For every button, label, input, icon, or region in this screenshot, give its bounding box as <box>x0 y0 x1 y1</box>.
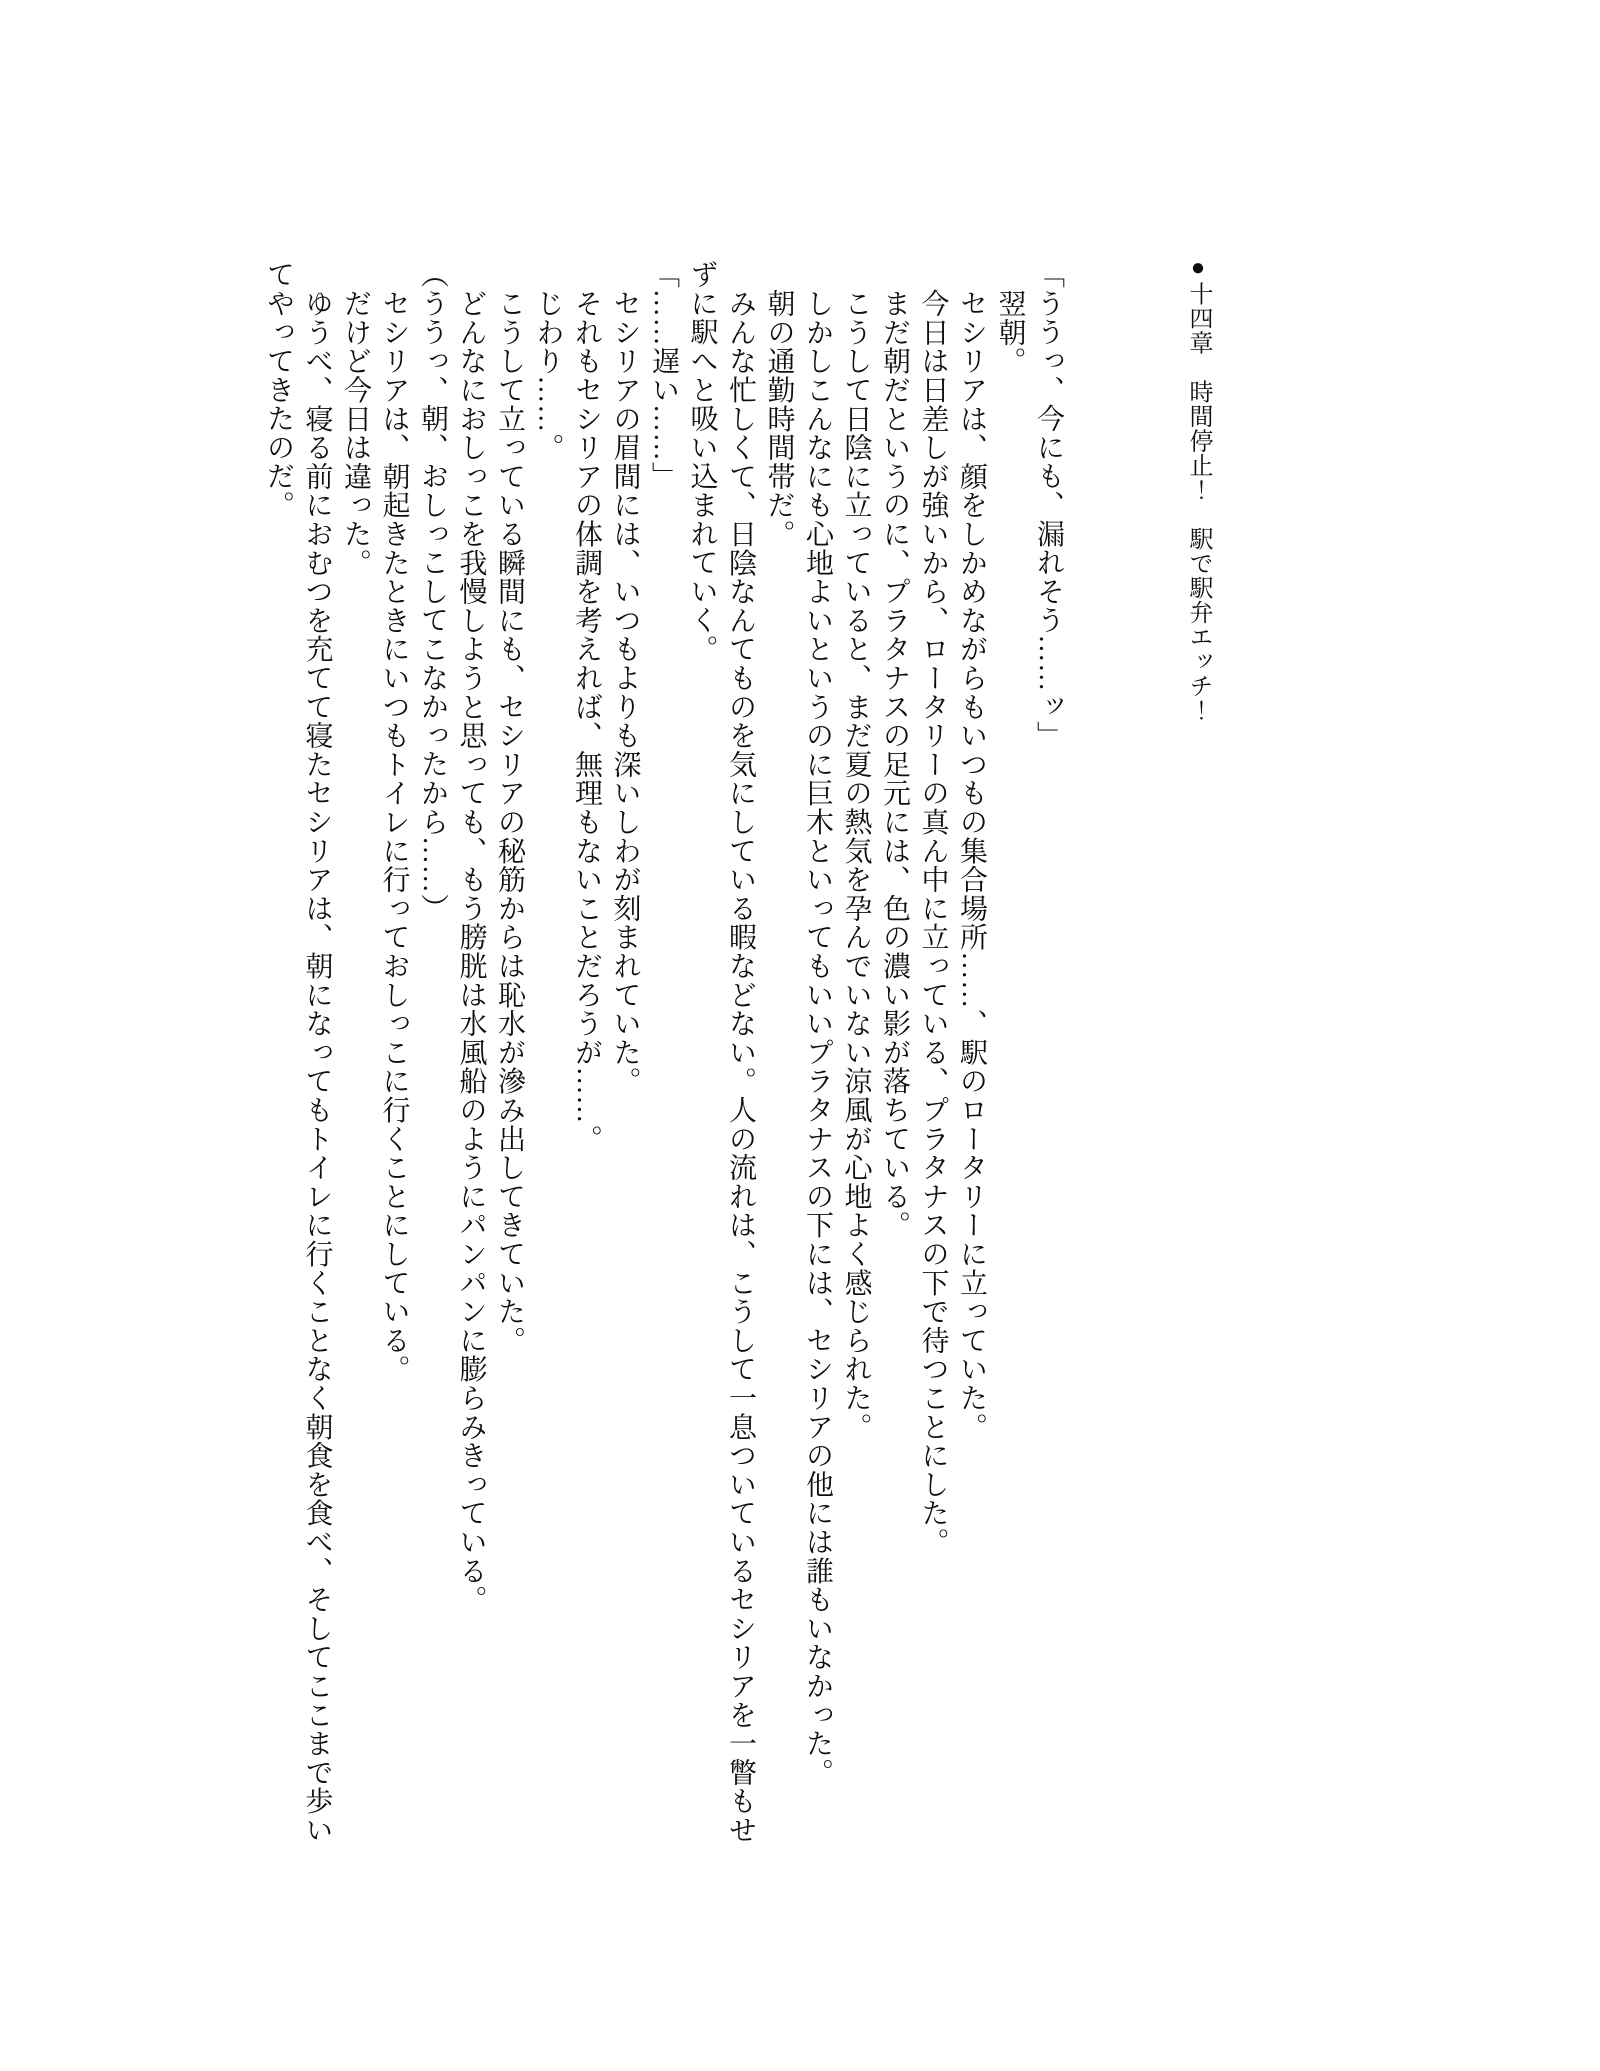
text-column-15: こうして立っている瞬間にも、セシリアの秘筋からは恥水が滲み出してきていた。 <box>494 288 525 1355</box>
text-column-1: 「ううっ、今にも、漏れそう……ッ」 <box>1033 260 1064 750</box>
body-text <box>259 260 1068 1960</box>
text-column-7: しかしこんなにも心地よいというのに巨木といってもいいプラタナスの下には、セシリアの他には誰もいなかった。 <box>802 288 833 1787</box>
text-column-19: だけど今日は違った。 <box>340 288 371 577</box>
text-column-11: 「……遅い……」 <box>648 260 679 491</box>
text-column-10: ずに駅へと吸い込まれていく。 <box>686 260 718 664</box>
text-column-16: どんなにおしっこを我慢しようと思っても、もう膀胱は水風船のようにパンパンに膨らみきっている。 <box>455 288 487 1614</box>
text-column-3: セシリアは、顔をしかめながらもいつもの集合場所……、駅のロータリーに立っていた。 <box>956 288 987 1441</box>
text-column-6: こうして日陰に立っていると、まだ夏の熱気を孕んでいない涼風が心地よく感じられた。 <box>840 288 872 1441</box>
text-column-12: セシリアの眉間には、いつもよりも深いしわが刻まれていた。 <box>609 288 641 1096</box>
text-column-21: てやってきたのだ。 <box>263 260 294 520</box>
text-column-17: （ううっ、朝、おしっこしてこなかったから……） <box>417 260 448 923</box>
text-column-20: ゆうべ、寝る前におむつを充てて寝たセシリアは、朝になってもトイレに行くことなく朝食を食べ、そしてここまで歩い <box>301 288 333 1844</box>
chapter-title: ●十四章 時間停止！ 駅で駅弁エッチ！ <box>1185 255 1211 723</box>
text-column-14: じわり……。 <box>532 288 564 462</box>
text-column-4: 今日は日差しが強いから、ロータリーの真ん中に立っている、プラタナスの下で待つことにした。 <box>917 288 949 1556</box>
text-column-2: 翌朝。 <box>994 288 1026 376</box>
text-column-5: まだ朝だというのに、プラタナスの足元には、色の濃い影が落ちている。 <box>879 288 910 1240</box>
text-column-9: みんな忙しくて、日陰なんてものを気にしている暇などない。人の流れは、こうして一息ついているセシリアを一瞥もせ <box>725 288 756 1844</box>
text-column-18: セシリアは、朝起きたときにいつもトイレに行っておしっこに行くことにしている。 <box>378 288 410 1384</box>
text-column-8: 朝の通勤時間帯だ。 <box>763 288 795 548</box>
text-column-13: それもセシリアの体調を考えれば、無理もないことだろうが……。 <box>571 288 602 1153</box>
